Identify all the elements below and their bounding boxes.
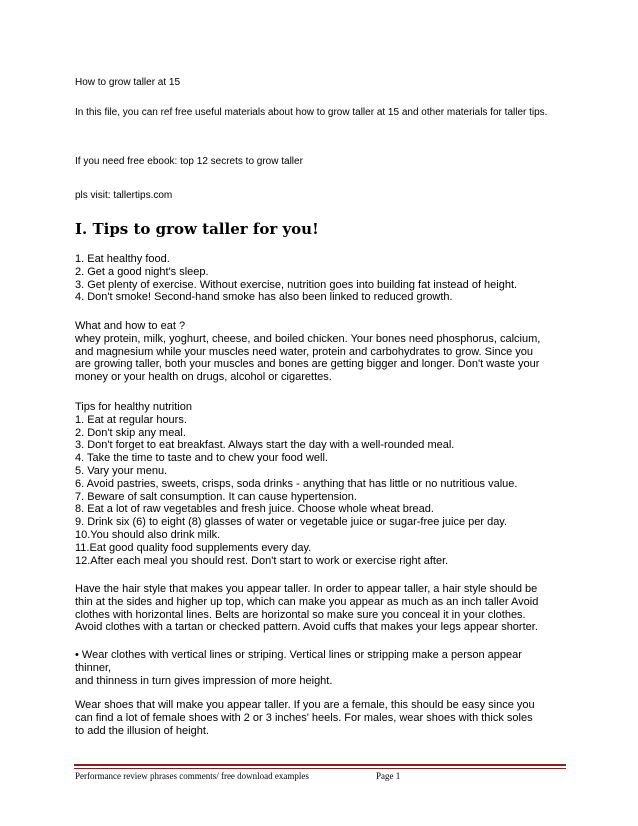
nutrition-tip: 12.After each meal you should rest. Don't start to work or exercise right after.: [75, 554, 449, 567]
page-number: Page 1: [376, 771, 401, 781]
footer-text: Performance review phrases comments/ free download examples: [75, 771, 309, 781]
paragraph-line: money or your health on drugs, alcohol or cigarettes.: [75, 371, 332, 384]
tips-list-item: 4. Don't smoke! Second-hand smoke has also been linked to reduced growth.: [75, 291, 453, 304]
nutrition-tips-list: [75, 401, 570, 567]
paragraph-line: What and how to eat ?: [75, 320, 186, 332]
paragraph-line: can find a lot of female shoes with 2 or 3 inches' heels. For males, wear shoes with thick soles: [75, 711, 533, 724]
intro-visit: pls visit: tallertips.com: [75, 190, 173, 201]
intro-ebook: If you need free ebook: top 12 secrets to grow taller: [75, 156, 303, 167]
what-to-eat-paragraph: [75, 320, 570, 384]
paragraph-line: • Wear clothes with vertical lines or striping. Vertical lines or stripping make a person appear: [75, 649, 522, 661]
nutrition-tip: 11.Eat good quality food supplements every day.: [75, 541, 312, 554]
nutrition-tip: 6. Avoid pastries, sweets, crisps, soda drinks - anything that has little or no nutritious value.: [75, 477, 518, 490]
nutrition-tip: 3. Don't forget to eat breakfast. Always start the day with a well-rounded meal.: [75, 439, 455, 452]
tips-list: [75, 253, 570, 304]
footer-rule: [74, 764, 566, 766]
footer-rule-thin: [74, 768, 566, 769]
nutrition-tips-heading: Tips for healthy nutrition: [75, 401, 192, 413]
paragraph-line: are growing taller, both your muscles and bones are getting bigger and longer. Don't waste your: [75, 358, 540, 371]
nutrition-tip: 2. Don't skip any meal.: [75, 426, 186, 439]
nutrition-tip: 4. Take the time to taste and to chew your food well.: [75, 452, 328, 465]
section-heading: I. Tips to grow taller for you!: [75, 220, 319, 238]
nutrition-tip: 7. Beware of salt consumption. It can cause hypertension.: [75, 490, 357, 503]
paragraph-line: and thinness in turn gives impression of more height.: [75, 674, 333, 687]
nutrition-tip: 8. Eat a lot of raw vegetables and fresh juice. Choose whole wheat bread.: [75, 503, 434, 516]
nutrition-tip: 1. Eat at regular hours.: [75, 413, 187, 426]
paragraph-line: whey protein, milk, yoghurt, cheese, and boiled chicken. Your bones need phosphorus, calcium,: [75, 332, 541, 345]
clothes-paragraph: [75, 649, 570, 687]
nutrition-tip: 5. Vary your menu.: [75, 464, 168, 477]
paragraph-line: to add the illusion of height.: [75, 724, 209, 737]
intro-title: How to grow taller at 15: [75, 77, 181, 88]
paragraph-line: thin at the sides and higher up top, which can make you appear as much as an inch taller Avoid: [75, 595, 539, 608]
tips-list-item: 2. Get a good night's sleep.: [75, 265, 209, 278]
paragraph-line: Avoid clothes with a tartan or checked pattern. Avoid cuffs that makes your legs appear shorter.: [75, 621, 538, 634]
tips-list-item: 3. Get plenty of exercise. Without exercise, nutrition goes into building fat instead of height.: [75, 278, 518, 291]
nutrition-tip: 10.You should also drink milk.: [75, 528, 221, 541]
hair-style-paragraph: [75, 583, 570, 634]
paragraph-line: Have the hair style that makes you appear taller. In order to appear taller, a hair style should be: [75, 583, 538, 595]
shoes-paragraph: [75, 699, 570, 737]
nutrition-tip: 9. Drink six (6) to eight (8) glasses of water or vegetable juice or sugar-free juice per day.: [75, 516, 508, 529]
tips-list-item: 1. Eat healthy food.: [75, 253, 170, 265]
paragraph-line: Wear shoes that will make you appear taller. If you are a female, this should be easy since you: [75, 699, 535, 711]
paragraph-line: clothes with horizontal lines. Belts are horizontal so make sure you conceal it in your clothes.: [75, 608, 526, 621]
paragraph-line: and magnesium while your muscles need water, protein and carbohydrates to grow. Since you: [75, 345, 533, 358]
intro-description: In this file, you can ref free useful materials about how to grow taller at 15 and other materials for taller tips.: [75, 107, 548, 118]
paragraph-line: thinner,: [75, 661, 112, 674]
